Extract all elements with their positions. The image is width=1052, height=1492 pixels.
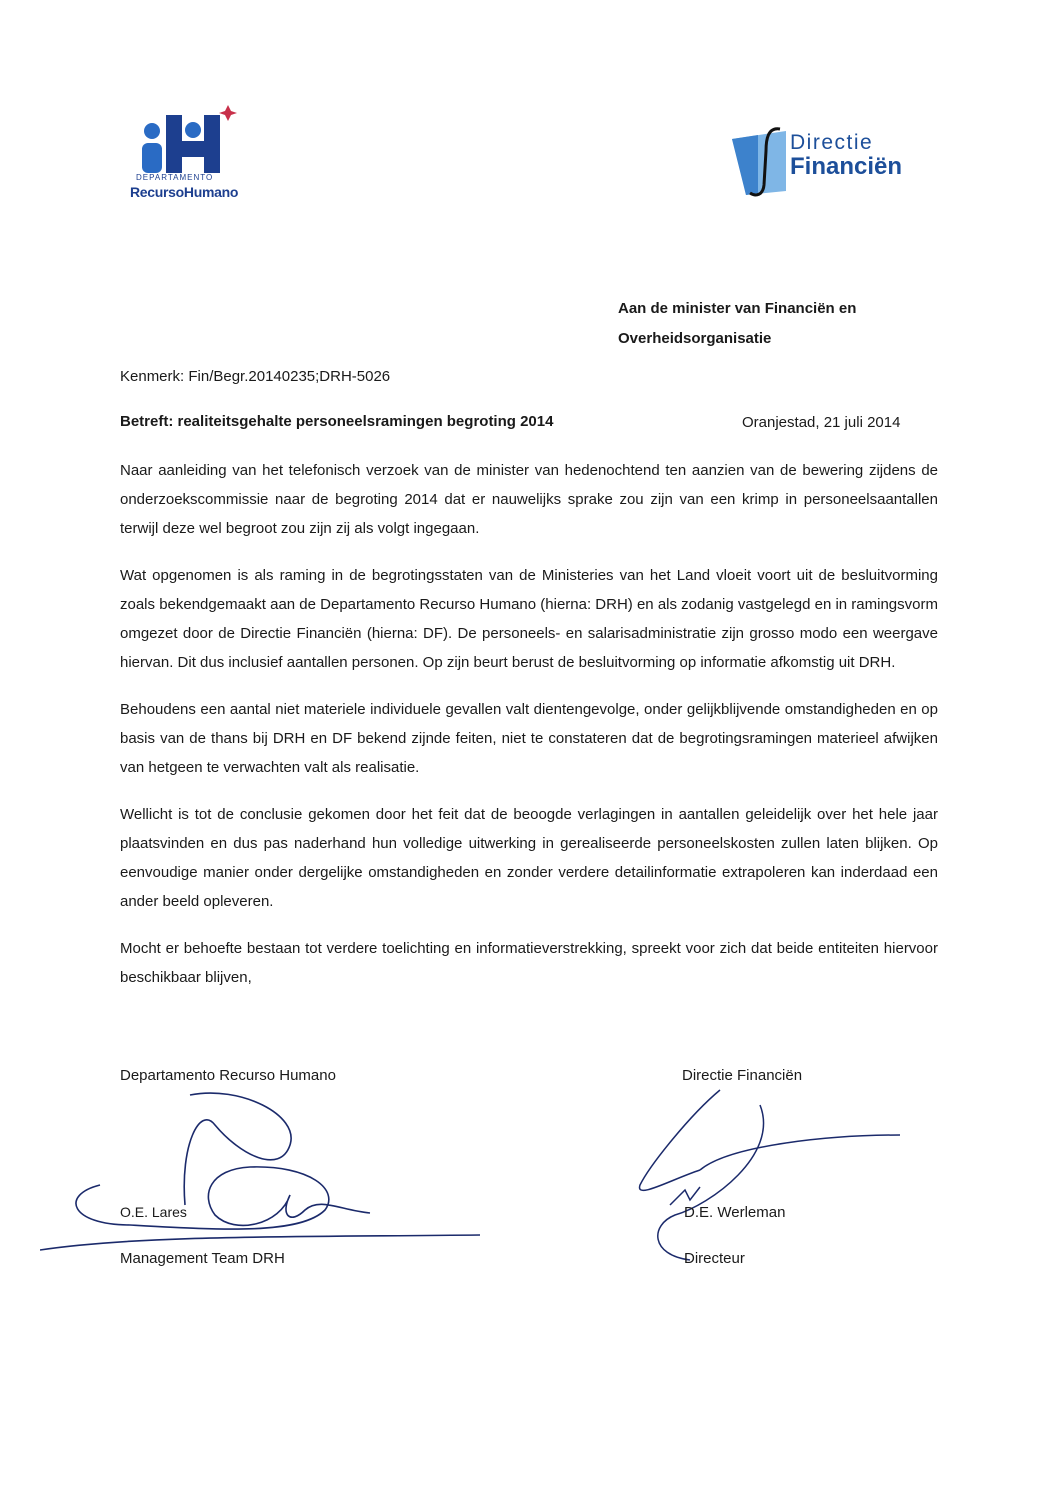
logo-subtitle: DEPARTAMENTO bbox=[136, 173, 214, 182]
paragraph: Wat opgenomen is als raming in de begrotingsstaten van de Ministeries van het Land vloeit voort uit de besluitvorming zoals bekendgemaakt aan de Departamento Recurso Humano (hierna: DRH) en als zodanig vastgelegd en in ramingsvorm omgezet door de Directie Financiën (hierna: DF). De personeels- en salarisadministratie zijn grosso modo een weergave hiervan. Dit dus inclusief aantallen personen. Op zijn beurt berust de besluitvorming op informatie afkomstig uit DRH. bbox=[120, 567, 938, 671]
reference-number: Kenmerk: Fin/Begr.20140235;DRH-5026 bbox=[120, 368, 391, 385]
signatory-right-org: Directie Financiën bbox=[682, 1067, 803, 1084]
recipient-line-1: Aan de minister van Financiën en bbox=[618, 300, 857, 317]
paragraph: Behoudens een aantal niet materiele individuele gevallen valt dientengevolge, onder gelijkblijvende omstandigheden en op basis van de thans bij DRH en DF bekend zijnde feiten, niet te constateren dat de begrotingsramingen materieel afwijken van hetgeen te verwachten valt als realisatie. bbox=[120, 701, 938, 776]
recurso-humano-logo bbox=[130, 105, 260, 205]
signatory-left-title: Management Team DRH bbox=[120, 1250, 285, 1267]
df-logo-mark-icon bbox=[728, 125, 798, 200]
signatory-left-org: Departamento Recurso Humano bbox=[120, 1067, 336, 1084]
paragraph: Naar aanleiding van het telefonisch verzoek van de minister van hedenochtend ten aanzien van de bewering zijdens de onderzoekscommissie naar de begroting 2014 dat er nauwelijks sprake zou zijn van een krimp in personeelsaantallen terwijl deze wel begroot zou zijn zij als volgt ingegaan. bbox=[120, 462, 938, 537]
directie-financien-logo bbox=[728, 125, 948, 200]
signature-left-icon bbox=[40, 1085, 490, 1255]
recipient-line-2: Overheidsorganisatie bbox=[618, 330, 772, 347]
recipient-address bbox=[618, 294, 856, 354]
logo-line-1: Directie bbox=[790, 131, 874, 154]
signatory-left-name: O.E. Lares bbox=[120, 1204, 187, 1220]
paragraph: Mocht er behoefte bestaan tot verdere toelichting en informatieverstrekking, spreekt voor zich dat beide entiteiten hiervoor beschikbaar blijven, bbox=[120, 940, 938, 986]
signatory-right-name: D.E. Werleman bbox=[684, 1204, 786, 1221]
signature-right-icon bbox=[630, 1075, 930, 1265]
paragraph: Wellicht is tot de conclusie gekomen door het feit dat de beoogde verlagingen in aantallen geleidelijk over het hele jaar plaatsvinden en dus pas naderhand hun volledige uitwerking in gerealiseerde personeelskosten zullen laten blijken. Op eenvoudige manier onder dergelijke omstandigheden en zonder verdere detailinformatie extrapoleren kan inderdaad een ander beeld opleveren. bbox=[120, 806, 938, 910]
logo-line-2: Financiën bbox=[790, 153, 903, 180]
rh-logo-mark-icon bbox=[130, 105, 240, 175]
logo-name: RecursoHumano bbox=[130, 184, 239, 200]
place-date: Oranjestad, 21 juli 2014 bbox=[742, 414, 901, 431]
signatory-right-title: Directeur bbox=[684, 1250, 745, 1267]
letter-body bbox=[120, 456, 938, 1010]
subject-line: Betreft: realiteitsgehalte personeelsramingen begroting 2014 bbox=[120, 413, 554, 430]
